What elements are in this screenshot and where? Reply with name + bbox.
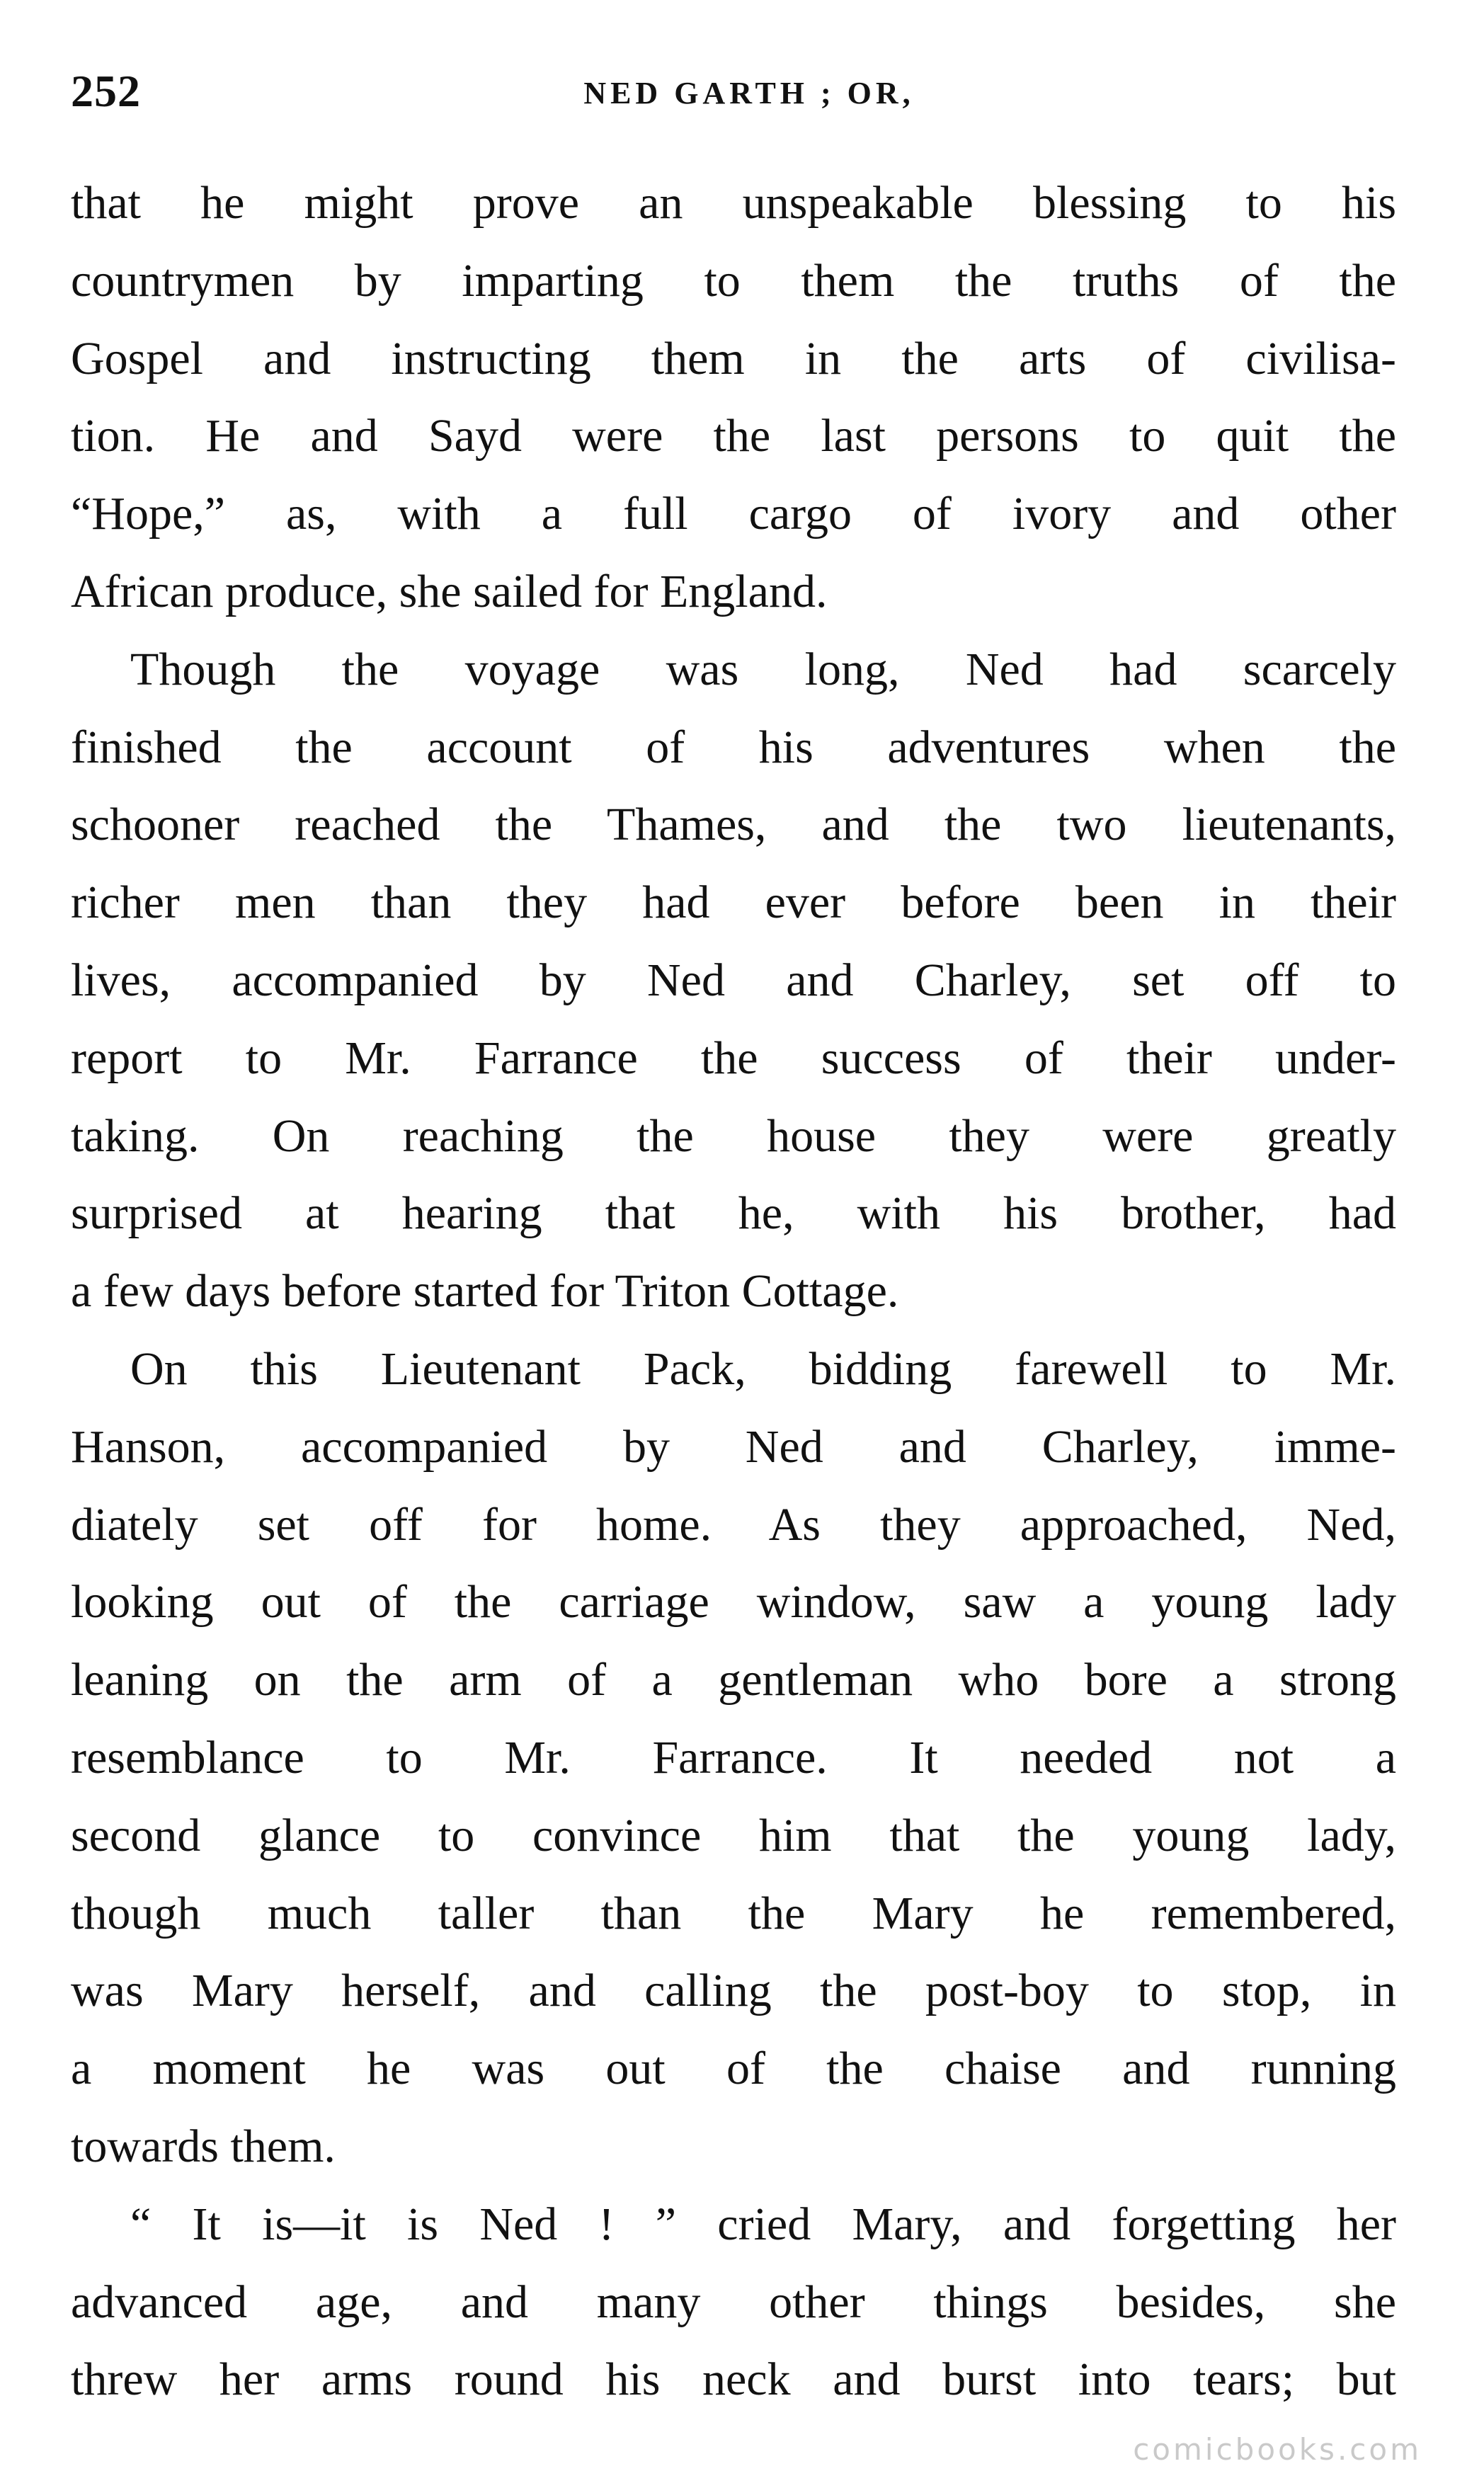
paragraph <box>71 164 1396 631</box>
text-line: leaning on the arm of a gentleman who bore a strong <box>71 1654 1396 1706</box>
text-line: a moment he was out of the chaise and running <box>71 2043 1396 2095</box>
text-line: second glance to convince him that the young lady, <box>71 1809 1396 1861</box>
text-line: finished the account of his adventures when the <box>71 721 1396 773</box>
text-line: countrymen by imparting to them the truths of the <box>71 254 1396 307</box>
text-line: that he might prove an unspeakable blessing to his <box>71 177 1396 229</box>
text-line: though much taller than the Mary he remembered, <box>71 1887 1396 1939</box>
text-line: Gospel and instructing them in the arts of civilisa- <box>71 332 1396 384</box>
text-line: resemblance to Mr. Farrance. It needed not a <box>71 1731 1396 1784</box>
text-line: “ It is—it is Ned ! ” cried Mary, and forgetting her <box>130 2198 1396 2250</box>
paragraph <box>71 1330 1396 2186</box>
text-line: “Hope,” as, with a full cargo of ivory and other <box>71 488 1396 540</box>
page-number: 252 <box>71 66 141 116</box>
text-line: threw her arms round his neck and burst into tears; but <box>71 2353 1396 2406</box>
text-line: Though the voyage was long, Ned had scarcely <box>130 643 1396 695</box>
text-line: report to Mr. Farrance the success of their under- <box>71 1032 1396 1084</box>
paragraph <box>71 2186 1396 2419</box>
watermark: comicbooks.com <box>1133 2432 1422 2467</box>
running-head <box>71 65 1399 129</box>
text-line: richer men than they had ever before been in their <box>71 877 1396 929</box>
text-line: a few days before started for Triton Cottage. <box>71 1265 899 1318</box>
text-line: was Mary herself, and calling the post-boy to stop, in <box>71 1965 1396 2017</box>
text-line: surprised at hearing that he, with his brother, had <box>71 1187 1396 1240</box>
text-line: Hanson, accompanied by Ned and Charley, imme- <box>71 1420 1396 1473</box>
running-title: NED GARTH ; OR, <box>583 76 915 110</box>
text-line: advanced age, and many other things besides, she <box>71 2276 1396 2328</box>
text-line: looking out of the carriage window, saw a young lady <box>71 1576 1396 1628</box>
paragraph <box>71 631 1396 1330</box>
text-line: lives, accompanied by Ned and Charley, set off to <box>71 954 1396 1006</box>
text-line: diately set off for home. As they approached, Ned, <box>71 1498 1396 1551</box>
text-line: schooner reached the Thames, and the two lieutenants, <box>71 799 1396 851</box>
text-line: taking. On reaching the house they were greatly <box>71 1109 1396 1162</box>
text-line: towards them. <box>71 2120 336 2172</box>
text-line: African produce, she sailed for England. <box>71 565 828 617</box>
body-text <box>71 164 1396 2419</box>
text-line: On this Lieutenant Pack, bidding farewell to Mr. <box>130 1342 1396 1395</box>
text-line: tion. He and Sayd were the last persons to quit the <box>71 410 1396 462</box>
